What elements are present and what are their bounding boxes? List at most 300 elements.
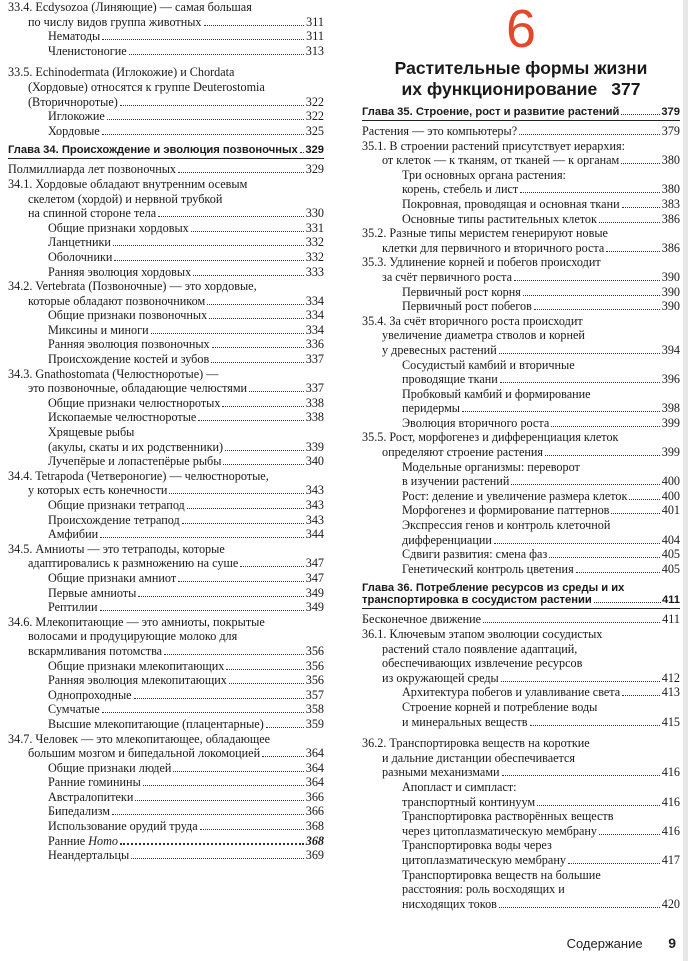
chapter-page: 379 bbox=[661, 106, 680, 118]
entry-row bbox=[48, 410, 324, 425]
entry-text-line: за счёт первичного роста bbox=[382, 269, 513, 284]
entry-text-line: Лучепёрые и лопастепёрые рыбы bbox=[48, 454, 222, 469]
entry-row bbox=[362, 445, 680, 460]
entry-text-line: 35.4. За счёт вторичного роста происходит bbox=[362, 313, 583, 328]
entry-text-line: увеличение диаметра стволов и корней bbox=[382, 328, 585, 343]
entry-page: 380 bbox=[661, 182, 680, 197]
entry-text-line: Бесконечное движение bbox=[362, 612, 482, 627]
entry-text-line: Общие признаки челюстноротых bbox=[48, 395, 221, 410]
dot-leader bbox=[173, 771, 303, 772]
part-page: 377 bbox=[611, 79, 641, 99]
toc-entry bbox=[8, 352, 324, 367]
entry-text-line: волосами и продуцирующие молоко для bbox=[28, 629, 238, 644]
toc-entry bbox=[362, 460, 680, 489]
entry-page: 338 bbox=[305, 410, 324, 425]
entry-text-line: 35.3. Удлинение корней и побегов происходит bbox=[362, 255, 601, 270]
dot-leader bbox=[187, 508, 304, 509]
toc-entry bbox=[362, 197, 680, 212]
entry-text-line: на спинной стороне тела bbox=[28, 206, 157, 221]
entry-row bbox=[402, 897, 680, 912]
toc-entry bbox=[8, 367, 324, 396]
entry-row bbox=[48, 659, 324, 674]
entry-page: 368 bbox=[305, 833, 324, 848]
dot-leader bbox=[300, 152, 305, 153]
dot-leader bbox=[102, 134, 304, 135]
entry-row bbox=[8, 95, 324, 110]
toc-entry bbox=[362, 612, 680, 627]
entry-row bbox=[8, 15, 324, 30]
entry-page: 369 bbox=[305, 848, 324, 863]
entry-page: 332 bbox=[305, 249, 324, 264]
entry-text-line: у которых есть конечности bbox=[28, 483, 168, 498]
entry-page: 332 bbox=[305, 235, 324, 250]
toc-entry bbox=[362, 124, 680, 139]
toc-entry bbox=[8, 586, 324, 601]
entry-page: 396 bbox=[661, 372, 680, 387]
entry-row bbox=[48, 265, 324, 280]
entry-row bbox=[48, 124, 324, 139]
entry-row bbox=[402, 416, 680, 431]
entry-page: 329 bbox=[305, 162, 324, 177]
entry-row bbox=[362, 124, 680, 139]
entry-text-line: 33.5. Echinodermata (Иглокожие) и Chordata bbox=[8, 65, 235, 80]
dot-leader bbox=[100, 537, 304, 538]
toc-entry bbox=[362, 387, 680, 416]
dot-leader bbox=[113, 245, 304, 246]
toc-entry bbox=[8, 761, 324, 776]
entry-row bbox=[48, 717, 324, 732]
entry-text-line: Нематоды bbox=[48, 29, 101, 44]
toc-entry bbox=[362, 518, 680, 547]
entry-text-line: Рептилии bbox=[48, 600, 98, 615]
entry-text-line: Миксины и миноги bbox=[48, 322, 149, 337]
entry-page: 412 bbox=[661, 670, 680, 685]
entry-row bbox=[8, 294, 324, 309]
entry-row bbox=[402, 372, 680, 387]
entry-page: 413 bbox=[661, 685, 680, 700]
entry-row bbox=[362, 765, 680, 780]
dot-leader bbox=[178, 172, 304, 173]
entry-page: 364 bbox=[305, 746, 324, 761]
entry-text-line: Происхождение костей и зубов bbox=[48, 352, 210, 367]
dot-leader bbox=[514, 280, 660, 281]
toc-entry bbox=[8, 571, 324, 586]
toc-entry bbox=[8, 659, 324, 674]
dot-leader bbox=[222, 406, 303, 407]
dot-leader bbox=[621, 114, 660, 115]
toc-entry bbox=[8, 527, 324, 542]
toc-entry bbox=[8, 0, 324, 29]
entry-text-line: большим мозгом и бипедальной локомоцией bbox=[28, 746, 261, 761]
entry-page: 322 bbox=[305, 109, 324, 124]
entry-text-line: Морфогенез и формирование паттернов bbox=[402, 503, 610, 518]
page-edge-shadow bbox=[683, 0, 688, 961]
entry-page: 416 bbox=[661, 823, 680, 838]
dot-leader bbox=[249, 391, 304, 392]
entry-text-line: растений стало появление адаптаций, bbox=[382, 641, 578, 656]
entry-page: 401 bbox=[661, 503, 680, 518]
toc-entry bbox=[8, 513, 324, 528]
entry-text-line: нисходящих токов bbox=[402, 896, 497, 911]
entry-page: 404 bbox=[661, 532, 680, 547]
entry-text-line: проводящие ткани bbox=[402, 372, 498, 387]
dot-leader bbox=[135, 800, 303, 801]
toc-entry bbox=[8, 410, 324, 425]
dot-leader bbox=[266, 727, 304, 728]
entry-text-line: клетки для первичного и вторичного роста bbox=[382, 240, 605, 255]
entry-text-line: 34.1. Хордовые обладают внутренним осевым bbox=[8, 176, 248, 191]
toc-right-column bbox=[362, 0, 680, 911]
dot-leader bbox=[229, 683, 304, 684]
toc-entry bbox=[8, 615, 324, 659]
dot-leader bbox=[102, 39, 304, 40]
entry-text-line: Общие признаки амниот bbox=[48, 570, 177, 585]
entry-text-line: Общие признаки людей bbox=[48, 760, 172, 775]
dot-leader bbox=[204, 25, 305, 26]
entry-text-line: и минеральных веществ bbox=[402, 714, 528, 729]
entry-text-line: Полмиллиарда лет позвоночных bbox=[8, 162, 177, 177]
toc-entry bbox=[362, 489, 680, 504]
entry-page: 347 bbox=[305, 556, 324, 571]
entry-row bbox=[8, 483, 324, 498]
entry-row bbox=[48, 250, 324, 265]
dot-leader bbox=[606, 251, 659, 252]
dot-leader bbox=[545, 455, 660, 456]
dot-leader bbox=[158, 216, 304, 217]
entry-row bbox=[48, 586, 324, 601]
entry-text-line: Неандертальцы bbox=[48, 848, 130, 863]
dot-leader bbox=[621, 163, 659, 164]
entry-text-line: 33.4. Ecdysozoa (Линяющие) — самая большая bbox=[8, 0, 252, 14]
entry-page: 390 bbox=[661, 269, 680, 284]
entry-text-line: Основные типы растительных клеток bbox=[402, 211, 597, 226]
dot-leader bbox=[193, 275, 304, 276]
entry-text-line: Иглокожие bbox=[48, 109, 105, 124]
entry-text-line: по числу видов группа животных bbox=[28, 14, 202, 29]
entry-text-line: Общие признаки хордовых bbox=[48, 220, 189, 235]
entry-text-line: Сумчатые bbox=[48, 702, 100, 717]
entry-text-line: Бипедализм bbox=[48, 804, 110, 819]
part-number: 6 bbox=[505, 0, 537, 59]
dot-leader bbox=[599, 834, 660, 835]
toc-entry bbox=[362, 547, 680, 562]
entry-text-line: Оболочники bbox=[48, 249, 113, 264]
dot-leader bbox=[534, 309, 660, 310]
toc-entry bbox=[8, 542, 324, 571]
entry-text-line: Общие признаки тетрапод bbox=[48, 498, 185, 512]
entry-row bbox=[48, 804, 324, 819]
entry-text-line: Апопласт и симпласт: bbox=[402, 779, 517, 794]
toc-entry bbox=[8, 600, 324, 615]
entry-row bbox=[48, 44, 324, 59]
toc-entry bbox=[8, 819, 324, 834]
entry-text-line: Растения — это компьютеры? bbox=[362, 124, 518, 138]
chapter-title-line: Глава 35. Строение, рост и развитие растений bbox=[362, 106, 620, 118]
dot-leader bbox=[599, 222, 660, 223]
entry-text-line: 36.1. Ключевым этапом эволюции сосудистых bbox=[362, 627, 603, 641]
entry-page: 311 bbox=[306, 29, 324, 44]
footer-label: Содержание bbox=[566, 936, 643, 951]
entry-text-line: которые обладают позвоночником bbox=[28, 293, 206, 308]
toc-entry bbox=[8, 804, 324, 819]
dot-leader bbox=[240, 566, 303, 567]
toc-entry bbox=[362, 314, 680, 358]
entry-page: 399 bbox=[661, 415, 680, 430]
entry-text-line: Пробковый камбий и формирование bbox=[402, 386, 591, 401]
dot-leader bbox=[629, 499, 659, 500]
entry-text-line: разными механизмами bbox=[382, 765, 500, 780]
entry-page: 380 bbox=[661, 153, 680, 168]
toc-left-column bbox=[8, 0, 324, 863]
toc-entry bbox=[8, 235, 324, 250]
entry-text-line: определяют строение растения bbox=[382, 445, 544, 460]
spacer bbox=[8, 58, 324, 65]
entry-text-line: транспортный континуум bbox=[402, 794, 536, 809]
entry-row bbox=[48, 790, 324, 805]
toc-entry bbox=[8, 44, 324, 59]
dot-leader bbox=[107, 119, 304, 120]
entry-row bbox=[402, 685, 680, 700]
toc-entry bbox=[8, 469, 324, 498]
entry-row bbox=[48, 688, 324, 703]
entry-text-line: 35.5. Рост, морфогенез и дифференциация клеток bbox=[362, 430, 619, 445]
dot-leader bbox=[131, 858, 304, 859]
entry-text-line: Однопроходные bbox=[48, 687, 132, 702]
dot-leader bbox=[611, 513, 659, 514]
dot-leader bbox=[483, 622, 660, 623]
entry-page: 325 bbox=[305, 123, 324, 138]
entry-row bbox=[402, 824, 680, 839]
entry-page: 334 bbox=[305, 322, 324, 337]
entry-text-line: Эволюция вторичного роста bbox=[402, 415, 550, 430]
toc-entry bbox=[8, 425, 324, 454]
entry-row bbox=[362, 612, 680, 627]
entry-text-line: 34.2. Vertebrata (Позвоночные) — это хордовые, bbox=[8, 279, 257, 294]
dot-leader bbox=[207, 304, 304, 305]
entry-text-line: обеспечивающих извлечение ресурсов bbox=[382, 656, 583, 671]
entry-text-line: 35.1. В строении растений присутствует иерархия: bbox=[362, 138, 625, 153]
entry-row bbox=[48, 29, 324, 44]
chapter-title-line: Глава 36. Потребление ресурсов из среды и их bbox=[362, 582, 625, 595]
chapter-row bbox=[362, 106, 680, 118]
entry-page: 415 bbox=[661, 714, 680, 729]
toc-entry bbox=[362, 358, 680, 387]
entry-text-line: Первичный рост корня bbox=[402, 284, 521, 299]
entry-page: 386 bbox=[661, 211, 680, 226]
entry-row bbox=[48, 440, 324, 455]
entry-row bbox=[48, 323, 324, 338]
entry-text-line: 34.3. Gnathostomata (Челюстноротые) — bbox=[8, 366, 219, 381]
entry-row bbox=[362, 241, 680, 256]
dot-leader bbox=[530, 725, 660, 726]
entry-row bbox=[402, 299, 680, 314]
entry-page: 311 bbox=[306, 14, 324, 29]
entry-page: 390 bbox=[661, 299, 680, 314]
entry-text-line: Архитектура побегов и улавливание света bbox=[402, 685, 621, 700]
dot-leader bbox=[594, 602, 661, 603]
entry-text-line: Общие признаки позвоночных bbox=[48, 308, 208, 323]
entry-text-line: Ранние Homo bbox=[48, 833, 119, 848]
entry-text-line: адаптировались к размножению на суше bbox=[28, 556, 239, 571]
dot-leader bbox=[262, 756, 304, 757]
dot-leader bbox=[225, 450, 304, 451]
toc-entry bbox=[8, 454, 324, 469]
spacer bbox=[362, 729, 680, 736]
dot-leader bbox=[500, 382, 660, 383]
toc-entry bbox=[362, 868, 680, 912]
entry-page: 416 bbox=[661, 794, 680, 809]
toc-entry bbox=[362, 416, 680, 431]
toc-entry bbox=[8, 717, 324, 732]
entry-text-line: Общие признаки млекопитающих bbox=[48, 658, 225, 673]
toc-entry bbox=[362, 226, 680, 255]
entry-row bbox=[48, 848, 324, 863]
toc-entry bbox=[8, 337, 324, 352]
entry-page: 331 bbox=[305, 220, 324, 235]
entry-text-line: Транспортировка растворённых веществ bbox=[402, 809, 614, 824]
entry-text-line: Экспрессия генов и контроль клеточной bbox=[402, 518, 611, 533]
entry-page: 411 bbox=[662, 612, 680, 627]
entry-page: 417 bbox=[661, 852, 680, 867]
entry-page: 383 bbox=[661, 196, 680, 211]
entry-text-line: Транспортировка воды через bbox=[402, 838, 552, 853]
entry-text-line: 34.5. Амниоты — это тетраподы, которые bbox=[8, 541, 225, 556]
entry-text-line: расстояния: роль восходящих и bbox=[402, 882, 565, 897]
entry-page: 334 bbox=[305, 308, 324, 323]
entry-text-line: 34.6. Млекопитающие — это амниоты, покрытые bbox=[8, 614, 265, 629]
toc-entry bbox=[362, 255, 680, 284]
entry-page: 322 bbox=[305, 94, 324, 109]
entry-page: 364 bbox=[305, 775, 324, 790]
entry-page: 347 bbox=[305, 570, 324, 585]
entry-row bbox=[362, 343, 680, 358]
entry-page: 358 bbox=[305, 702, 324, 717]
toc-entry bbox=[8, 323, 324, 338]
entry-text-line: из окружающей среды bbox=[382, 670, 499, 685]
entry-row bbox=[402, 715, 680, 730]
entry-row bbox=[48, 527, 324, 542]
entry-text-line: (Хордовые) относятся к группе Deuterostomia bbox=[28, 79, 265, 94]
entry-page: 334 bbox=[305, 293, 324, 308]
toc-entry bbox=[362, 627, 680, 685]
toc-entry bbox=[8, 65, 324, 109]
entry-text-line: Австралопитеки bbox=[48, 789, 134, 804]
dot-leader bbox=[499, 353, 660, 354]
entry-page: 405 bbox=[661, 561, 680, 576]
chapter-heading bbox=[362, 106, 680, 121]
entry-row bbox=[48, 775, 324, 790]
toc-entry bbox=[8, 29, 324, 44]
entry-row bbox=[8, 746, 324, 761]
toc-entry bbox=[8, 790, 324, 805]
dot-leader bbox=[212, 347, 304, 348]
dot-leader bbox=[102, 712, 304, 713]
entry-page: 337 bbox=[305, 352, 324, 367]
entry-page: 400 bbox=[661, 488, 680, 503]
entry-row bbox=[8, 162, 324, 177]
entry-page: 356 bbox=[305, 643, 324, 658]
entry-text-line: Рост: деление и увеличение размера клеток bbox=[402, 488, 628, 503]
toc-entry bbox=[8, 775, 324, 790]
dot-leader bbox=[151, 333, 304, 334]
entry-row bbox=[48, 109, 324, 124]
entry-text-line: Ранняя эволюция млекопитающих bbox=[48, 673, 227, 688]
entry-text-line: цитоплазматическую мембрану bbox=[402, 852, 566, 867]
entry-text-line: дифференциации bbox=[402, 532, 492, 547]
entry-page: 349 bbox=[305, 600, 324, 615]
entry-text-line: корень, стебель и лист bbox=[402, 182, 519, 197]
dot-leader bbox=[191, 231, 304, 232]
dot-leader bbox=[200, 829, 304, 830]
chapter-row bbox=[8, 144, 324, 156]
entry-text-line: скелетом (хордой) и нервной трубкой bbox=[28, 191, 223, 206]
chapter-page: 329 bbox=[305, 144, 324, 157]
dot-leader bbox=[494, 543, 660, 544]
entry-text-line: Ланцетники bbox=[48, 235, 111, 250]
toc-entry bbox=[8, 279, 324, 308]
toc-entry bbox=[362, 685, 680, 700]
chapter-page: 411 bbox=[661, 594, 680, 607]
dot-leader bbox=[209, 318, 304, 319]
entry-row bbox=[402, 197, 680, 212]
entry-row bbox=[48, 337, 324, 352]
dot-leader bbox=[143, 785, 304, 786]
entry-text-line: Членистоногие bbox=[48, 43, 127, 58]
toc-entry bbox=[8, 250, 324, 265]
entry-page: 343 bbox=[305, 498, 324, 512]
entry-text-line: 35.2. Разные типы меристем генерируют новые bbox=[362, 226, 608, 241]
dot-leader bbox=[568, 863, 660, 864]
entry-row bbox=[362, 671, 680, 686]
entry-text-line: это позвоночные, обладающие челюстями bbox=[28, 381, 248, 396]
entry-text-line: Использование орудий труда bbox=[48, 819, 198, 834]
entry-page: 400 bbox=[661, 474, 680, 489]
entry-text-line: Ранняя эволюция хордовых bbox=[48, 264, 192, 279]
entry-page: 366 bbox=[305, 789, 324, 804]
entry-text-line: и дальние дистанции обеспечивается bbox=[382, 750, 576, 765]
toc-entry bbox=[362, 430, 680, 459]
dot-leader bbox=[164, 654, 304, 655]
entry-text-line: Хрящевые рыбы bbox=[48, 425, 135, 440]
entry-text-line: в изучении растений bbox=[402, 474, 510, 489]
entry-row bbox=[362, 153, 680, 168]
entry-row bbox=[8, 381, 324, 396]
entry-text-line: Сдвиги развития: смена фаз bbox=[402, 547, 548, 562]
entry-row bbox=[8, 644, 324, 659]
toc-entry bbox=[362, 809, 680, 838]
entry-text-line: Высшие млекопитающие (плацентарные) bbox=[48, 716, 264, 731]
dot-leader bbox=[138, 596, 303, 597]
dot-leader bbox=[120, 843, 304, 845]
dot-leader bbox=[501, 681, 660, 682]
dot-leader bbox=[523, 295, 660, 296]
entry-text-line: Первичный рост побегов bbox=[402, 299, 532, 314]
entry-page: 356 bbox=[305, 673, 324, 688]
toc-entry bbox=[8, 732, 324, 761]
entry-row bbox=[48, 761, 324, 776]
toc-entry bbox=[362, 285, 680, 300]
entry-page: 368 bbox=[305, 819, 324, 834]
entry-row bbox=[48, 352, 324, 367]
toc-entry bbox=[8, 848, 324, 863]
entry-text-line: 34.4. Tetrapoda (Четвероногие) — челюстноротые, bbox=[8, 468, 269, 483]
part-title-line1: Растительные формы жизни bbox=[394, 58, 648, 78]
dot-leader bbox=[120, 105, 304, 106]
entry-row bbox=[402, 401, 680, 416]
toc-entry bbox=[8, 308, 324, 323]
dot-leader bbox=[499, 907, 660, 908]
dot-leader bbox=[178, 581, 304, 582]
